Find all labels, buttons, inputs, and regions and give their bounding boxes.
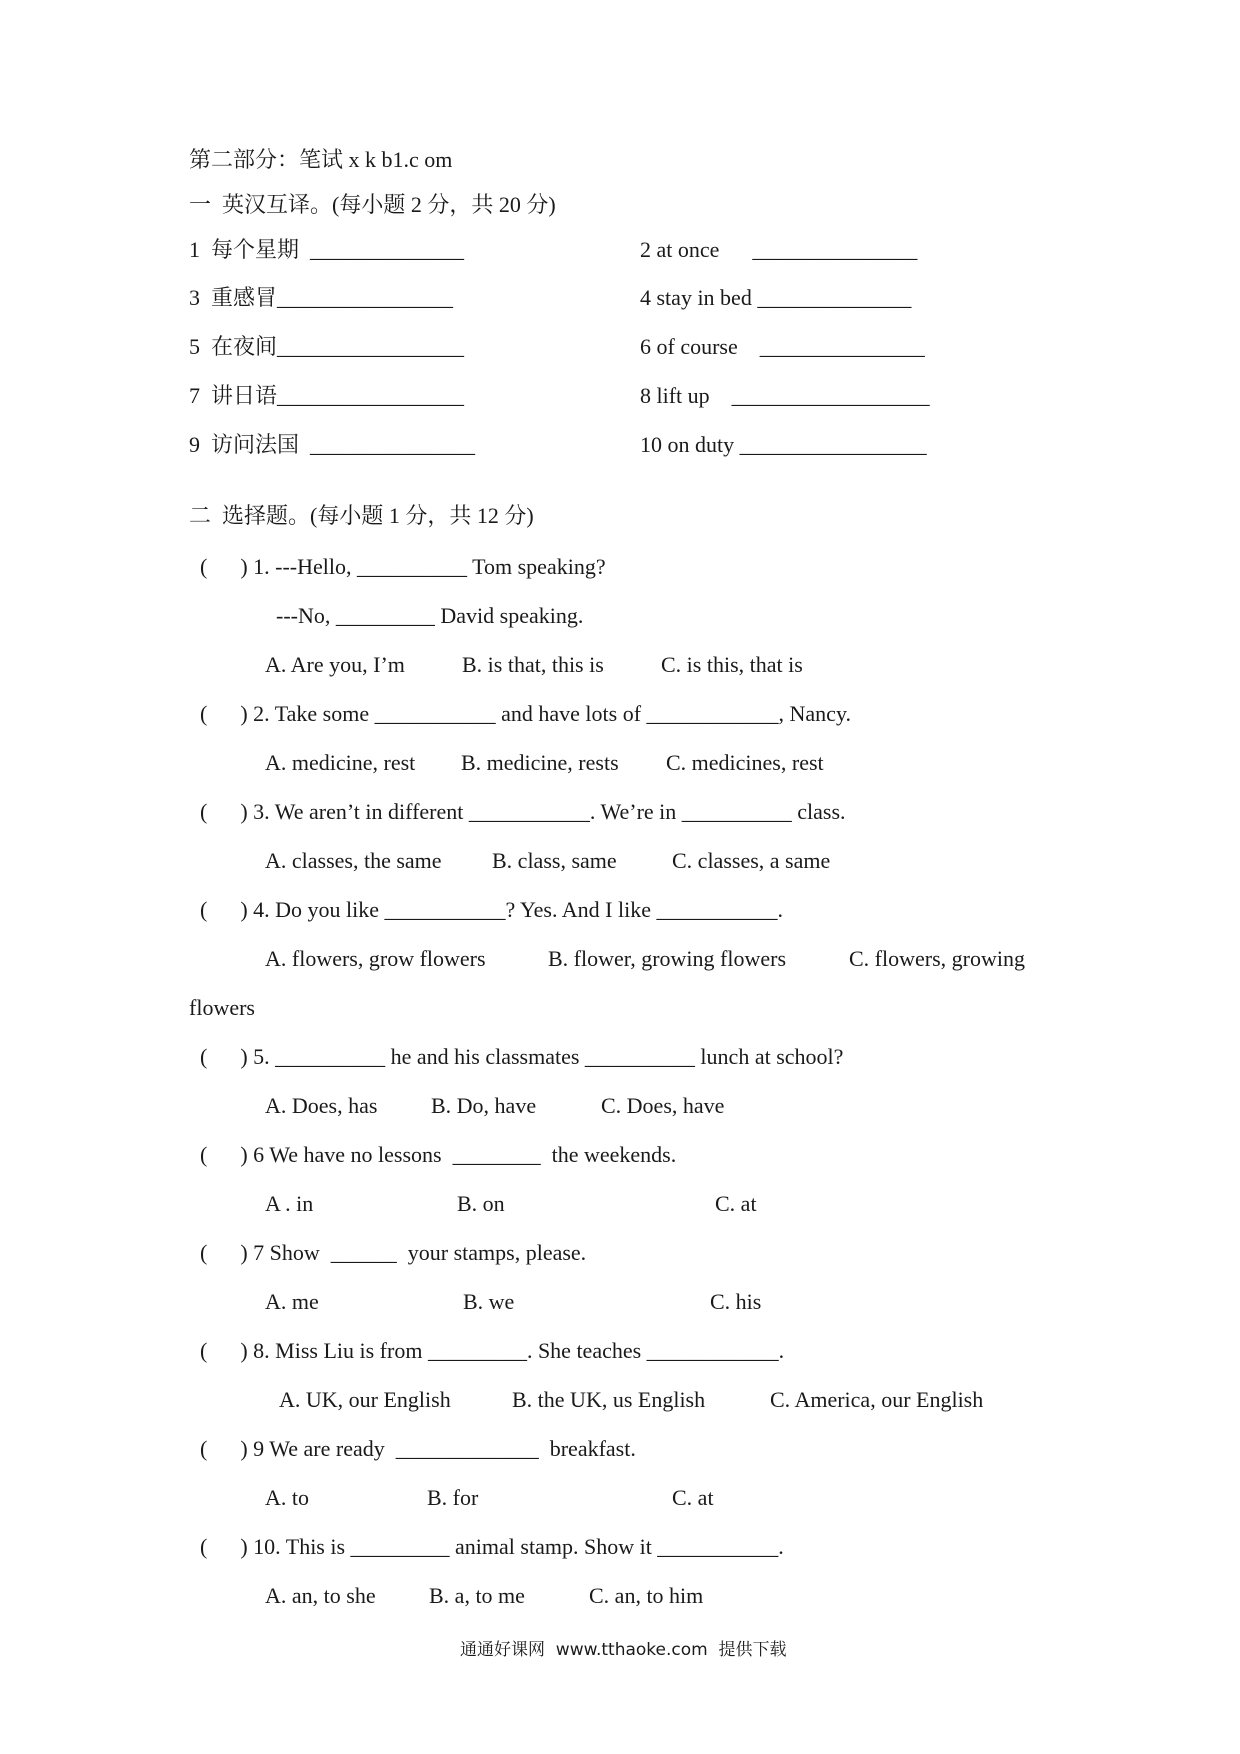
option-a: A. medicine, rest [265,750,416,775]
option-c: C. classes, a same [672,848,831,873]
question-stem: ( ) 4. Do you like ___________? Yes. And I like ___________. [200,897,783,922]
translate-item: 6 of course _______________ [640,334,925,359]
translate-item: 10 on duty _________________ [640,432,927,457]
option-b: B. is that, this is [462,652,604,677]
translate-item: 5 在夜间_________________ [189,334,465,359]
question-stem: ( ) 3. We aren’t in different ___________. We’re in __________ class. [200,799,846,824]
translate-item: 3 重感冒________________ [189,285,454,310]
translate-item: 1 每个星期 ______________ [189,237,465,262]
page-footer: 通通好课网 www.tthaoke.com 提供下载 [460,1640,787,1660]
option-b: B. a, to me [429,1583,525,1608]
option-c: C. flowers, growing [849,946,1025,971]
question-stem: ( ) 9 We are ready _____________ breakfast. [200,1436,636,1461]
option-c: C. at [715,1191,757,1216]
translate-item: 7 讲日语_________________ [189,383,465,408]
question-stem: ( ) 1. ---Hello, __________ Tom speaking? [200,554,606,579]
option-a: A. me [265,1289,319,1314]
option-a: A. Does, has [265,1093,378,1118]
question-stem-line2: ---No, _________ David speaking. [276,603,584,628]
option-c: C. an, to him [589,1583,704,1608]
question-stem: ( ) 2. Take some ___________ and have lots of ____________, Nancy. [200,701,852,726]
option-b: B. Do, have [431,1093,537,1118]
option-b: B. for [427,1485,479,1510]
option-c: C. his [710,1289,762,1314]
translate-item: 9 访问法国 _______________ [189,432,476,457]
option-a: A . in [265,1191,314,1216]
question-stem: ( ) 10. This is _________ animal stamp. Show it ___________. [200,1534,784,1559]
option-c: C. at [672,1485,714,1510]
translate-item: 2 at once _______________ [640,237,918,262]
option-a: A. an, to she [265,1583,376,1608]
option-a: A. classes, the same [265,848,442,873]
question-stem: ( ) 8. Miss Liu is from _________. She teaches ____________. [200,1338,785,1363]
option-b: B. flower, growing flowers [548,946,787,971]
option-c: C. medicines, rest [666,750,824,775]
option-b: B. the UK, us English [512,1387,706,1412]
part-title: 第二部分：笔试 x k b1.c om [189,147,453,172]
section2-title: 二 选择题。(每小题 1 分，共 12 分) [189,503,534,528]
option-a: A. to [265,1485,309,1510]
option-b: B. medicine, rests [461,750,619,775]
option-c: C. Does, have [601,1093,725,1118]
option-c: C. is this, that is [661,652,803,677]
option-b: B. we [463,1289,515,1314]
question-stem: ( ) 5. __________ he and his classmates __________ lunch at school? [200,1044,844,1069]
question-stem: ( ) 7 Show ______ your stamps, please. [200,1240,587,1265]
section1-title: 一 英汉互译。(每小题 2 分，共 20 分) [189,192,556,217]
option-b: B. on [457,1191,505,1216]
option-c: C. America, our English [770,1387,984,1412]
option-wrap: flowers [189,995,255,1020]
question-stem: ( ) 6 We have no lessons ________ the weekends. [200,1142,677,1167]
option-a: A. flowers, grow flowers [265,946,486,971]
option-a: A. Are you, I’m [265,652,405,677]
option-a: A. UK, our English [279,1387,451,1412]
option-b: B. class, same [492,848,617,873]
translate-item: 4 stay in bed ______________ [640,285,912,310]
translate-item: 8 lift up __________________ [640,383,930,408]
